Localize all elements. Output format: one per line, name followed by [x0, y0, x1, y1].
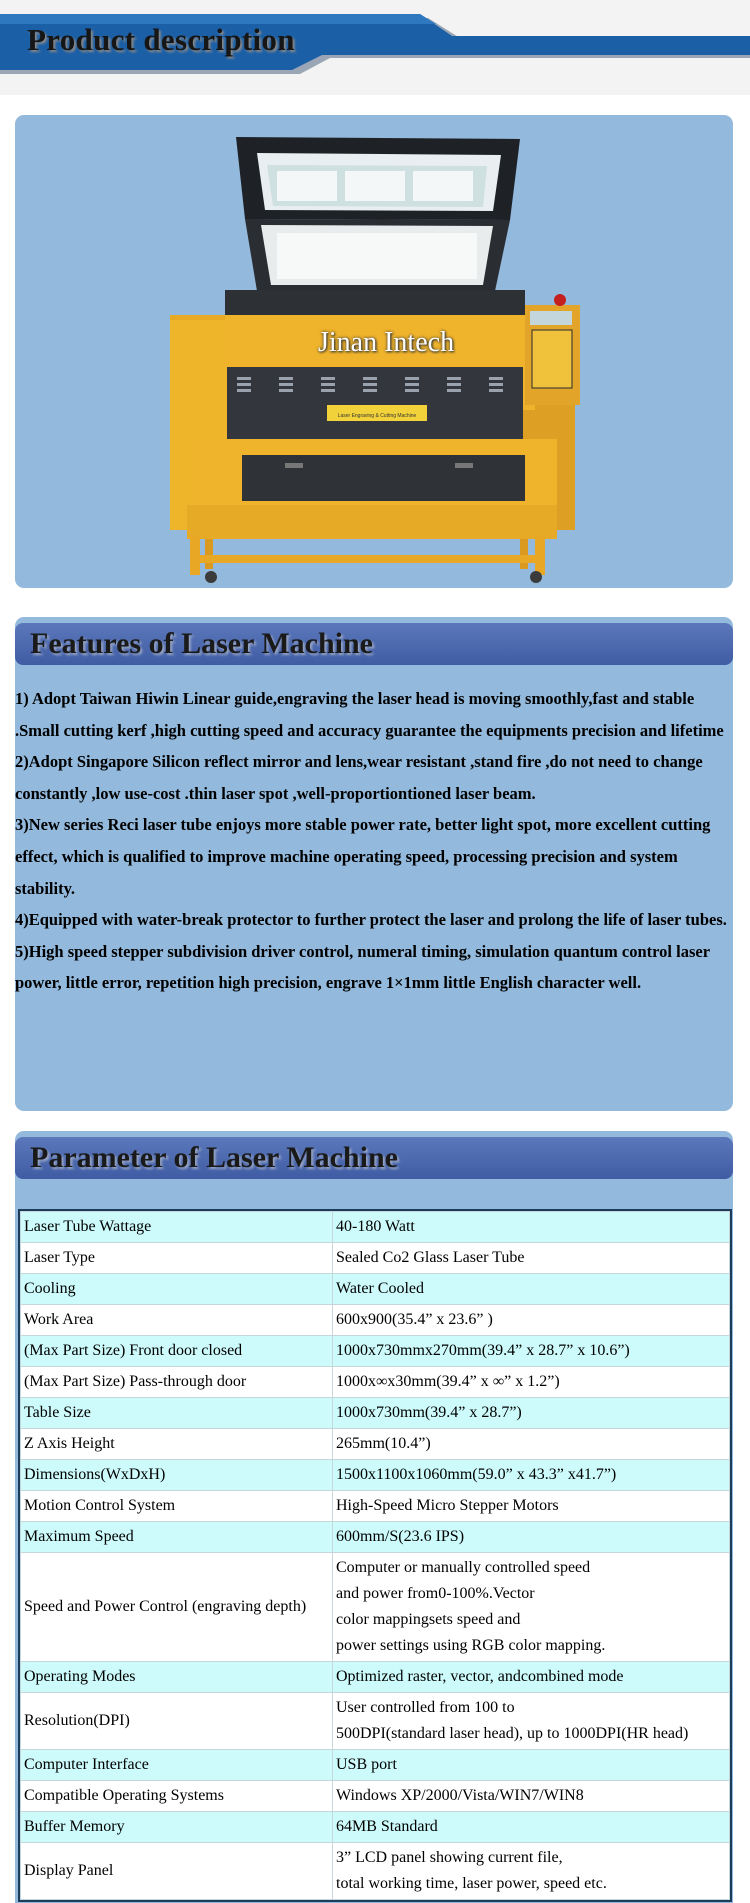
table-row — [21, 1367, 730, 1398]
table-row — [21, 1212, 730, 1243]
table-row — [21, 1522, 730, 1553]
table-row — [21, 1274, 730, 1305]
parameter-name: (Max Part Size) Pass-through door — [21, 1367, 333, 1398]
parameter-value — [333, 1305, 730, 1336]
parameter-value-line: 1000x730mmx270mm(39.4” x 28.7” x 10.6”) — [336, 1342, 630, 1359]
parameter-name: Display Panel — [21, 1843, 333, 1900]
parameter-name: Dimensions(WxDxH) — [21, 1460, 333, 1491]
parameter-name: Z Axis Height — [21, 1429, 333, 1460]
parameter-value-line: 1500x1100x1060mm(59.0” x 43.3” x41.7”) — [336, 1466, 617, 1483]
parameters-section-header — [15, 1137, 733, 1179]
table-row — [21, 1243, 730, 1274]
parameter-value — [333, 1750, 730, 1781]
parameter-name: Compatible Operating Systems — [21, 1781, 333, 1812]
parameter-value-line: Sealed Co2 Glass Laser Tube — [336, 1249, 525, 1266]
parameter-table — [18, 1209, 732, 1902]
parameter-value-line: 64MB Standard — [336, 1818, 438, 1835]
parameter-value — [333, 1243, 730, 1274]
parameter-name: Table Size — [21, 1398, 333, 1429]
parameter-value — [333, 1812, 730, 1843]
parameter-value-line: color mappingsets speed and — [336, 1611, 521, 1628]
parameter-name: Work Area — [21, 1305, 333, 1336]
feature-item: 5)High speed stepper subdivision driver control, numeral timing, simulation quantum control laser power, little error, repetition high precision, engrave 1×1mm little English character well. — [15, 941, 710, 993]
parameters-title: Parameter of Laser Machine — [30, 1141, 398, 1174]
parameter-value — [333, 1274, 730, 1305]
parameter-value — [333, 1212, 730, 1243]
parameter-value-line: 3” LCD panel showing current file, — [336, 1849, 563, 1866]
table-row — [21, 1781, 730, 1812]
product-description-header — [0, 0, 750, 95]
parameter-name: Cooling — [21, 1274, 333, 1305]
parameter-name: Operating Modes — [21, 1662, 333, 1693]
parameter-value-line: USB port — [336, 1756, 397, 1773]
parameters-panel — [15, 1131, 733, 1903]
feature-item: 4)Equipped with water-break protector to further protect the laser and prolong the life of laser tubes. — [15, 910, 727, 930]
product-image-panel — [15, 115, 733, 588]
feature-item: 2)Adopt Singapore Silicon reflect mirror and lens,wear resistant ,stand fire ,do not need to change constantly ,low use-cost .thin laser spot ,well-proportiontioned laser beam. — [15, 752, 703, 803]
parameter-name: Resolution(DPI) — [21, 1693, 333, 1750]
table-row — [21, 1553, 730, 1662]
features-section-header — [15, 623, 733, 665]
parameter-value — [333, 1460, 730, 1491]
parameter-name: Speed and Power Control (engraving depth) — [21, 1553, 333, 1662]
parameter-value-line: Optimized raster, vector, andcombined mode — [336, 1668, 624, 1685]
table-row — [21, 1750, 730, 1781]
parameter-value-line: 500DPI(standard laser head), up to 1000DPI(HR head) — [336, 1725, 689, 1742]
watermark-text: Jinan Intech — [318, 327, 455, 358]
parameter-value — [333, 1843, 730, 1900]
parameter-value-line: 1000x∞x30mm(39.4” x ∞” x 1.2”) — [336, 1373, 560, 1390]
table-row — [21, 1491, 730, 1522]
machine-panel-label — [15, 115, 733, 588]
parameter-value — [333, 1781, 730, 1812]
parameter-value — [333, 1491, 730, 1522]
feature-item: 1) Adopt Taiwan Hiwin Linear guide,engraving the laser head is moving smoothly,fast and stable .Small cutting kerf ,high cutting speed and accuracy guarantee the equipments precision and lifetime — [15, 689, 724, 740]
parameter-value-line: total working time, laser power, speed etc. — [336, 1875, 607, 1892]
parameter-name: Maximum Speed — [21, 1522, 333, 1553]
table-row — [21, 1812, 730, 1843]
parameter-value-line: 1000x730mm(39.4” x 28.7”) — [336, 1404, 522, 1421]
parameter-name: Motion Control System — [21, 1491, 333, 1522]
table-row — [21, 1662, 730, 1693]
parameter-value-line: 600mm/S(23.6 IPS) — [336, 1528, 465, 1545]
parameter-value-line: High-Speed Micro Stepper Motors — [336, 1497, 559, 1514]
parameter-value-line: Computer or manually controlled speed — [336, 1559, 591, 1576]
parameter-value — [333, 1522, 730, 1553]
features-title: Features of Laser Machine — [30, 627, 373, 660]
table-row — [21, 1693, 730, 1750]
parameter-value — [333, 1367, 730, 1398]
parameter-value — [333, 1429, 730, 1460]
parameter-name: (Max Part Size) Front door closed — [21, 1336, 333, 1367]
parameter-value-line: Windows XP/2000/Vista/WIN7/WIN8 — [336, 1787, 584, 1804]
parameter-value — [333, 1693, 730, 1750]
table-row — [21, 1336, 730, 1367]
parameter-name: Laser Type — [21, 1243, 333, 1274]
parameter-value-line: Water Cooled — [336, 1280, 425, 1297]
parameter-value-line: power settings using RGB color mapping. — [336, 1637, 606, 1654]
page-title: Product description — [27, 22, 295, 57]
parameter-value — [333, 1336, 730, 1367]
table-row — [21, 1429, 730, 1460]
parameter-value-line: 40-180 Watt — [336, 1218, 415, 1235]
parameter-value-line: 265mm(10.4”) — [336, 1435, 431, 1452]
table-row — [21, 1460, 730, 1491]
parameter-value — [333, 1553, 730, 1662]
features-list — [15, 683, 731, 999]
svg-text:Laser Engraving & Cutting Mach: Laser Engraving & Cutting Machine — [337, 413, 417, 419]
parameter-table-body — [21, 1212, 730, 1900]
features-panel — [15, 617, 733, 1111]
parameter-name: Buffer Memory — [21, 1812, 333, 1843]
parameter-name: Laser Tube Wattage — [21, 1212, 333, 1243]
parameter-value-line: and power from0-100%.Vector — [336, 1585, 535, 1602]
table-row — [21, 1305, 730, 1336]
table-row — [21, 1843, 730, 1900]
parameter-value-line: User controlled from 100 to — [336, 1699, 515, 1716]
parameter-value-line: 600x900(35.4” x 23.6” ) — [336, 1311, 493, 1328]
table-row — [21, 1398, 730, 1429]
parameter-value — [333, 1398, 730, 1429]
parameter-value — [333, 1662, 730, 1693]
feature-item: 3)New series Reci laser tube enjoys more stable power rate, better light spot, more excellent cutting effect, which is qualified to improve machine operating speed, processing precision and system stability. — [15, 815, 711, 898]
parameter-name: Computer Interface — [21, 1750, 333, 1781]
